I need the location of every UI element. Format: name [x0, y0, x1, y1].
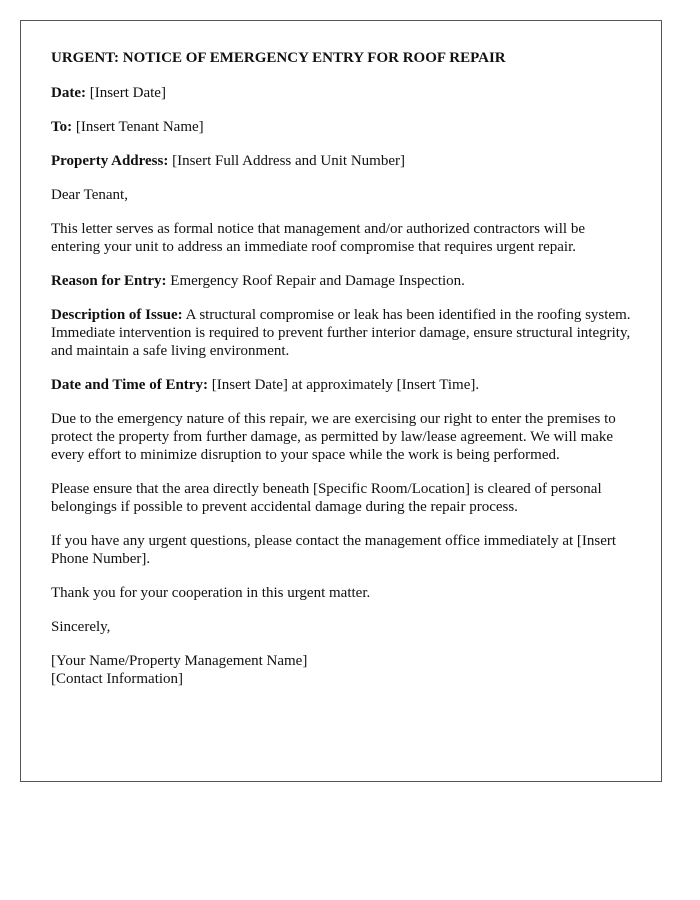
- description-value: A structural compromise or leak has been identified in the roofing system. Immediate intervention is required to prevent further interior damage, ensure structural integrity, and maintain a safe living environment.: [51, 307, 631, 359]
- reason-line: [51, 272, 631, 290]
- signature-name: [Your Name/Property Management Name]: [51, 653, 308, 669]
- description-paragraph: [51, 306, 631, 360]
- letter-title: URGENT: NOTICE OF EMERGENCY ENTRY FOR ROOF REPAIR: [51, 50, 506, 66]
- date-value: [Insert Date]: [85, 85, 166, 101]
- to-value: [Insert Tenant Name]: [72, 119, 204, 135]
- description-label: Description of Issue:: [51, 307, 183, 323]
- salutation: Dear Tenant,: [51, 187, 128, 203]
- to-line: [51, 118, 631, 136]
- emergency-paragraph: Due to the emergency nature of this repair, we are exercising our right to enter the premises to protect the property from further damage, as permitted by law/lease agreement. We will make every effort to minimize disruption to your space while the work is being performed.: [51, 411, 616, 463]
- entry-time-value: [Insert Date] at approximately [Insert Time].: [207, 377, 480, 393]
- signature-contact: [Contact Information]: [51, 671, 184, 687]
- reason-value: Emergency Roof Repair and Damage Inspection.: [166, 273, 465, 289]
- date-line: [51, 84, 631, 102]
- intro-paragraph: This letter serves as formal notice that management and/or authorized contractors will be entering your unit to address an immediate roof compromise that requires urgent repair.: [51, 221, 585, 255]
- address-line: [51, 152, 631, 170]
- entry-time-label: Date and Time of Entry:: [51, 377, 208, 393]
- letter: [20, 20, 662, 782]
- signature-block: [51, 652, 631, 688]
- clear-area-paragraph: Please ensure that the area directly beneath [Specific Room/Location] is cleared of personal belongings if possible to prevent accidental damage during the repair process.: [51, 481, 602, 515]
- date-label: Date:: [51, 85, 86, 101]
- thanks-line: Thank you for your cooperation in this urgent matter.: [51, 585, 371, 601]
- to-label: To:: [51, 119, 73, 135]
- reason-label: Reason for Entry:: [51, 273, 167, 289]
- address-label: Property Address:: [51, 153, 169, 169]
- entry-time-line: [51, 376, 631, 394]
- contact-paragraph: If you have any urgent questions, please contact the management office immediately at [Insert Phone Number].: [51, 533, 617, 567]
- closing-line: Sincerely,: [51, 619, 111, 635]
- address-value: [Insert Full Address and Unit Number]: [168, 153, 405, 169]
